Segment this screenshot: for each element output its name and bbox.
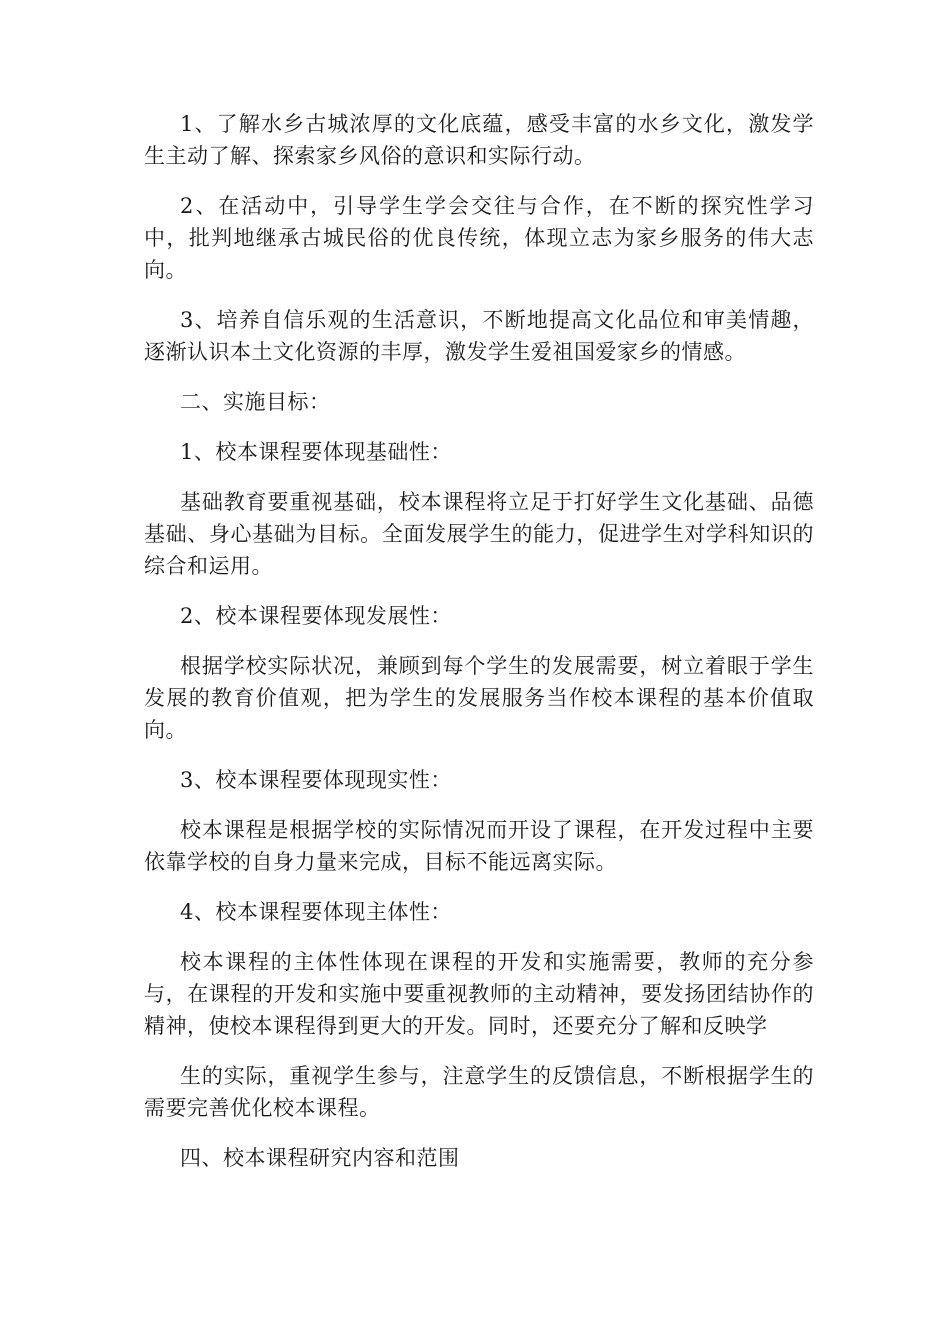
subheading-basic: 1、校本课程要体现基础性： xyxy=(180,440,452,464)
section-heading-implementation-goals: 二、实施目标： xyxy=(180,390,331,414)
subheading-reality: 3、校本课程要体现现实性： xyxy=(180,768,452,792)
subheading-subjectivity: 4、校本课程要体现主体性： xyxy=(180,900,452,924)
paragraph-goal-1: 1、了解水乡古城浓厚的文化底蕴，感受丰富的水乡文化，激发学生主动了解、探索家乡风俗的意识和实际行动。 xyxy=(144,112,814,168)
paragraph-subjectivity-continued: 生的实际，重视学生参与，注意学生的反馈信息，不断根据学生的需要完善优化校本课程。 xyxy=(144,1064,814,1120)
paragraph-development: 根据学校实际状况，兼顾到每个学生的发展需要，树立着眼于学生发展的教育价值观，把为学生的发展服务当作校本课程的基本价值取向。 xyxy=(144,654,814,742)
paragraph-basic: 基础教育要重视基础，校本课程将立足于打好学生文化基础、品德基础、身心基础为目标。全面发展学生的能力，促进学生对学科知识的综合和运用。 xyxy=(144,490,814,578)
paragraph-goal-3: 3、培养自信乐观的生活意识，不断地提高文化品位和审美情趣，逐渐认识本土文化资源的丰厚，激发学生爱祖国爱家乡的情感。 xyxy=(144,308,814,364)
paragraph-goal-2: 2、在活动中，引导学生学会交往与合作，在不断的探究性学习中，批判地继承古城民俗的优良传统，体现立志为家乡服务的伟大志向。 xyxy=(144,194,814,282)
subheading-development: 2、校本课程要体现发展性： xyxy=(180,604,452,628)
section-heading-research-scope: 四、校本课程研究内容和范围 xyxy=(180,1146,460,1170)
paragraph-reality: 校本课程是根据学校的实际情况而开设了课程，在开发过程中主要依靠学校的自身力量来完成，目标不能远离实际。 xyxy=(144,818,814,874)
document-body xyxy=(144,108,814,1192)
paragraph-subjectivity: 校本课程的主体性体现在课程的开发和实施需要，教师的充分参与，在课程的开发和实施中要重视教师的主动精神，要发扬团结协作的精神，使校本课程得到更大的开发。同时，还要充分了解和反映学 xyxy=(144,950,814,1038)
